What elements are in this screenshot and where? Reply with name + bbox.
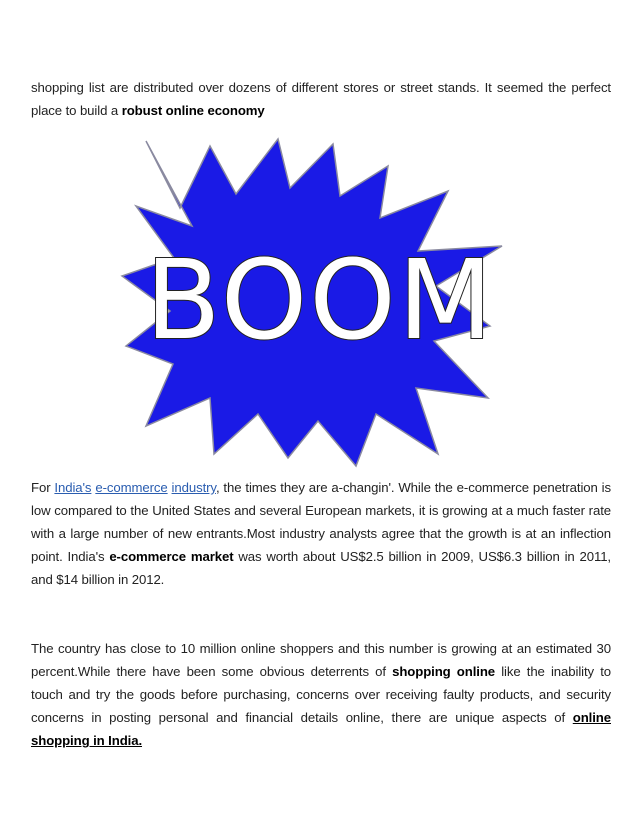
paragraph-ecommerce-growth: [31, 476, 611, 591]
paragraph-text: like the inability to touch and try the goods before purchasing, concerns over receiving faulty products, and security concerns in posting personal and financial details online, there are unique aspects of: [31, 664, 611, 725]
keyword-ecommerce-market: e-commerce market: [109, 549, 234, 564]
link-industry[interactable]: industry: [171, 480, 216, 495]
keyword-shopping-online: shopping online: [392, 664, 496, 679]
link-e-commerce[interactable]: e-commerce: [95, 480, 168, 495]
boom-burst-illustration: [118, 136, 510, 468]
paragraph-online-shoppers: [31, 637, 611, 752]
link-indias[interactable]: India's: [54, 480, 92, 495]
paragraph-text: For: [31, 480, 55, 495]
paragraph-text: was worth about US$2.5 billion in 2009, US$6.3 billion in 2011, and $14 billion in 2012.: [31, 549, 611, 587]
paragraph-intro: [31, 76, 611, 122]
paragraph-text: The country has close to 10 million online shoppers and this number is growing at an estimated 30 percent.While there have been some obvious deterrents of: [31, 641, 611, 679]
boom-word: BOOM: [145, 236, 495, 364]
paragraph-text: shopping list are distributed over dozens of different stores or street stands. It seemed the perfect place to build a: [31, 80, 611, 118]
keyword-online-shopping-in-india: online shopping in India.: [31, 710, 611, 748]
keyword-robust-online-economy: robust online economy: [121, 103, 265, 118]
paragraph-text: , the times they are a-changin'. While the e-commerce penetration is low compared to the United States and several European markets, it is growing at a much faster rate with a large number of new entrants.Most industry analysts agree that the growth is at an inflection point. India's: [31, 480, 611, 564]
